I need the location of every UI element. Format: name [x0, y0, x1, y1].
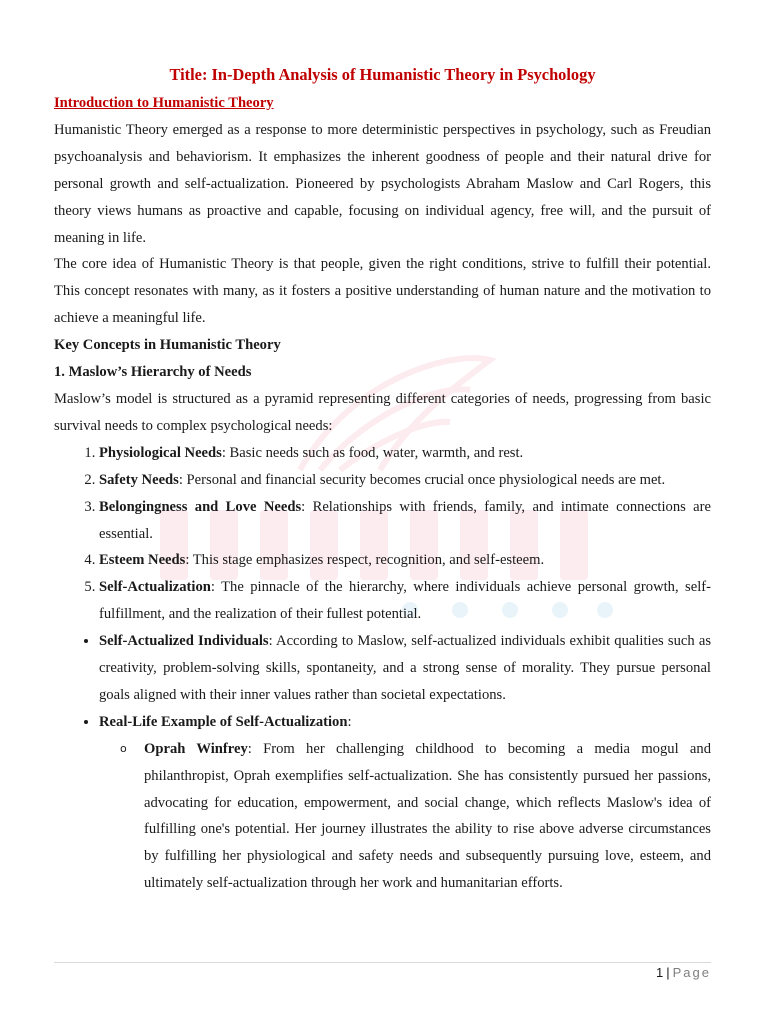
footer-separator: | [666, 965, 670, 980]
list-item [99, 574, 711, 628]
list-item [99, 440, 711, 467]
need-term: Esteem Needs [99, 552, 186, 569]
bullet-term: Real-Life Example of Self-Actualization [99, 713, 348, 730]
list-item [120, 736, 712, 897]
intro-paragraph-2: The core idea of Humanistic Theory is that people, given the right conditions, strive to fulfill their potential. This concept resonates with many, as it fosters a positive understanding of human nature and the motivation to achieve a meaningful life. [54, 256, 711, 327]
document-title: Title: In-Depth Analysis of Humanistic Theory in Psychology [169, 65, 596, 84]
list-item [99, 628, 711, 709]
need-desc: : This stage emphasizes respect, recognition, and self-esteem. [185, 552, 545, 569]
maslow-heading: 1. Maslow’s Hierarchy of Needs [54, 364, 252, 381]
bullet-desc: : [347, 713, 352, 730]
page-footer [656, 963, 711, 983]
page-label: Page [672, 965, 711, 980]
need-desc: : Basic needs such as food, water, warmth, and rest. [221, 444, 524, 461]
example-term: Oprah Winfrey [144, 740, 248, 757]
maslow-paragraph: Maslow’s model is structured as a pyramid representing different categories of needs, progressing from basic survival needs to complex psychological needs: [54, 390, 711, 434]
need-term: Belongingness and Love Needs [99, 498, 302, 515]
sub-bullet-marker: o [120, 741, 127, 755]
footer-divider [54, 962, 711, 963]
document-page [54, 62, 711, 897]
need-desc: : Relationships with friends, family, and intimate connections are essential. [99, 498, 711, 542]
need-desc: : The pinnacle of the hierarchy, where individuals achieve personal growth, self-fulfillment, and the realization of their fullest potential. [99, 579, 711, 623]
intro-heading: Introduction to Humanistic Theory [54, 95, 274, 111]
list-item [99, 547, 711, 574]
list-item [99, 467, 711, 494]
key-concepts-heading: Key Concepts in Humanistic Theory [54, 337, 281, 354]
intro-paragraph-1: Humanistic Theory emerged as a response to more deterministic perspectives in psychology, such as Freudian psychoanalysis and behaviorism. It emphasizes the inherent goodness of people and their natural drive for personal growth and self-actualization. Pioneered by psychologists Abraham Maslow and Carl Rogers, this theory views humans as proactive and capable, focusing on individual agency, free will, and the pursuit of meaning in life. [54, 121, 711, 246]
sub-bullet-list [99, 736, 711, 897]
bullet-list [54, 628, 711, 897]
needs-list [54, 440, 711, 628]
bullet-desc: : According to Maslow, self-actualized individuals exhibit qualities such as creativity, problem-solving skills, spontaneity, and a strong sense of morality. They pursue personal goals aligned with their inner values rather than societal expectations. [99, 633, 711, 703]
list-item [99, 494, 711, 548]
page-number: 1 [656, 965, 664, 980]
bullet-term: Self-Actualized Individuals [99, 633, 269, 650]
need-term: Safety Needs [99, 471, 179, 488]
need-term: Self-Actualization [99, 579, 211, 596]
need-term: Physiological Needs [99, 444, 222, 461]
need-desc: : Personal and financial security becomes crucial once physiological needs are met. [178, 471, 666, 488]
list-item [99, 709, 711, 897]
example-desc: : From her challenging childhood to becoming a media mogul and philanthropist, Oprah exemplifies self-actualization. She has consistently pursued her passions, advocating for education, empowerment, and social change, which reflects Maslow's idea of fulfilling one's potential. Her journey illustrates the ability to rise above adverse circumstances by fulfilling her physiological and safety needs and subsequently pursuing love, esteem, and ultimately self-actualization through her work and humanitarian efforts. [144, 740, 712, 892]
